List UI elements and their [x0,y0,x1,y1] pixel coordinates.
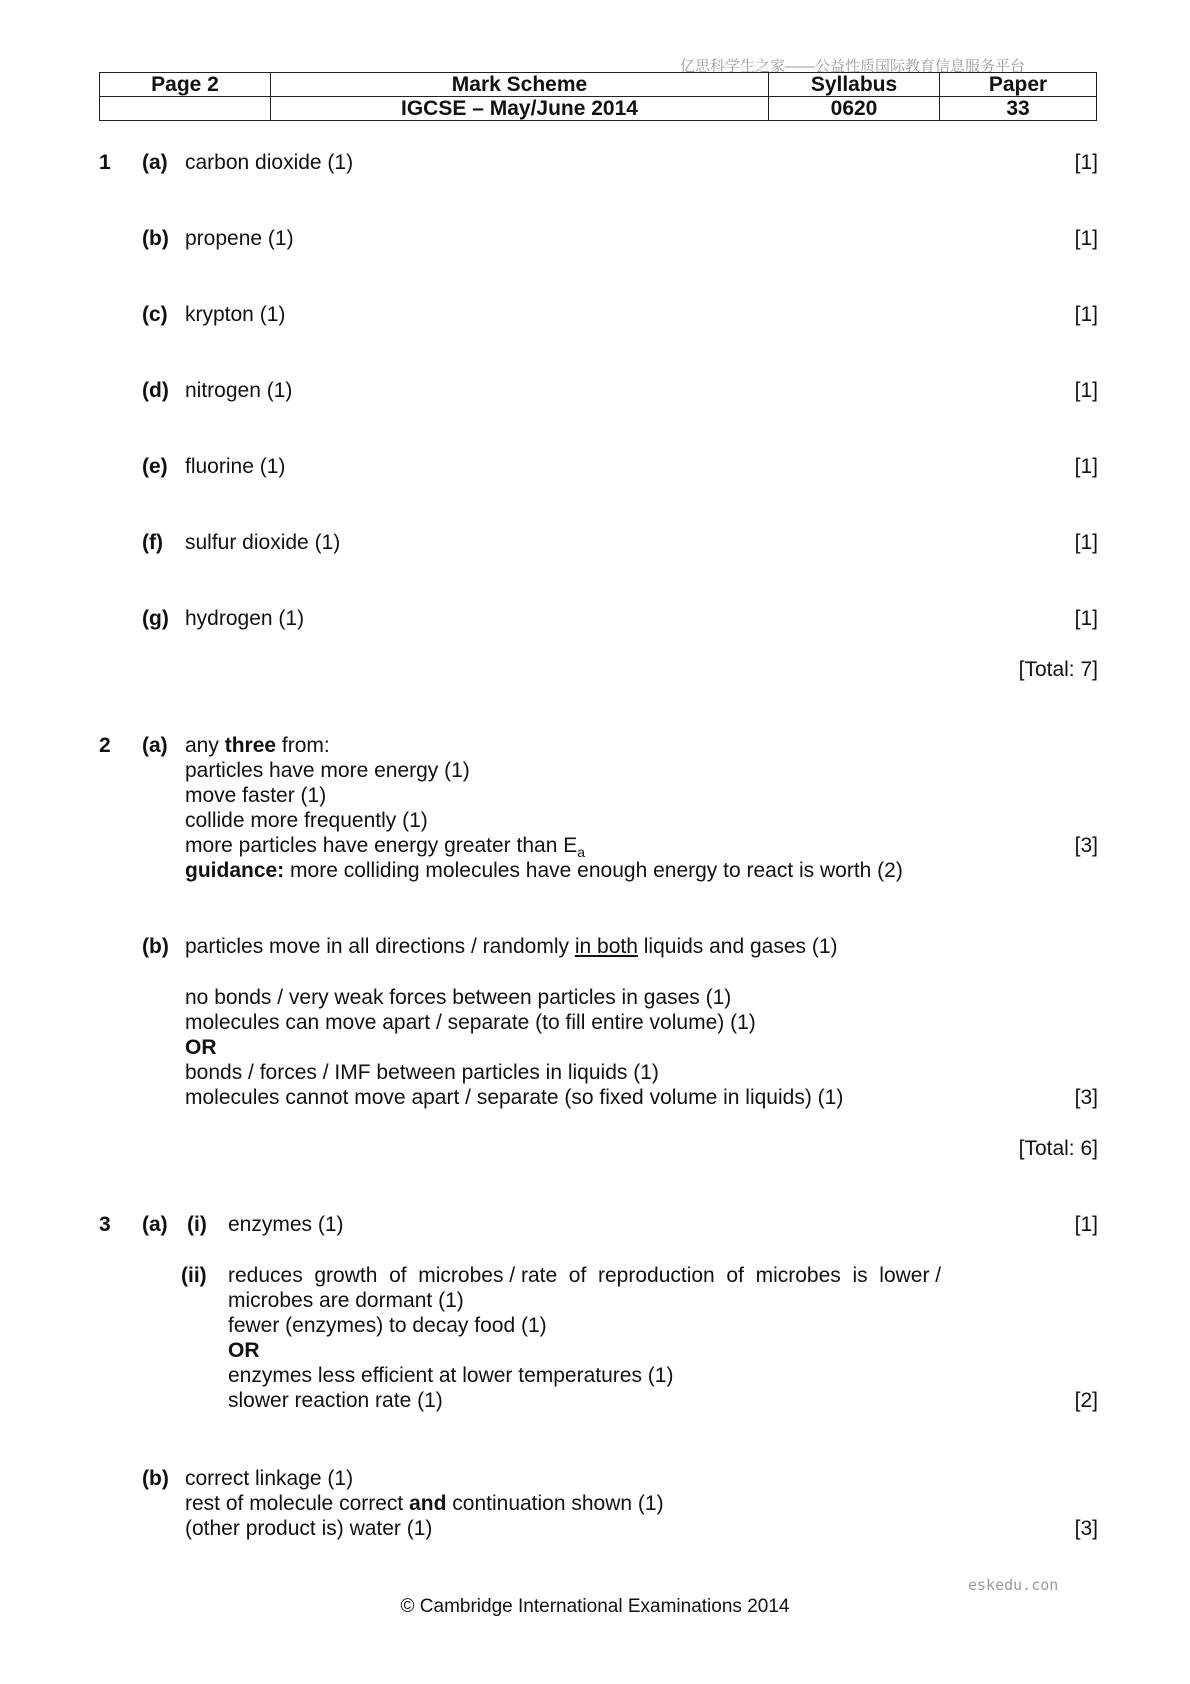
q3aii-line4: enzymes less efficient at lower temperatures (1) [228,1364,674,1387]
q2a-from: from: [281,734,330,757]
q1-part-label: (e) [142,455,168,478]
q2b-mark: [3] [1074,1086,1098,1109]
q1-answer: krypton (1) [185,303,286,326]
q1-answer: propene (1) [185,227,294,250]
q3aii-line1: reduces growth of microbes / rate of reproduction of microbes is lower / [228,1264,942,1287]
q3b-label: (b) [142,1467,169,1490]
q1-mark: [1] [1074,379,1098,402]
q3b-line3: (other product is) water (1) [185,1517,433,1540]
q2a-point: collide more frequently (1) [185,809,428,832]
header-paper-label: Paper [940,73,1097,97]
q1-mark: [1] [1074,531,1098,554]
q3b-line2-post: continuation shown (1) [452,1492,664,1515]
q2a-intro [185,733,330,758]
q2a-any: any [185,734,219,757]
q1-part-label: (g) [142,607,169,630]
header-exam: IGCSE – May/June 2014 [271,97,769,121]
q2b-label: (b) [142,935,169,958]
q3aii-mark: [2] [1074,1389,1098,1412]
q2a-ea-subscript: a [577,844,586,861]
header-syllabus-label: Syllabus [769,73,940,97]
q1-answer: sulfur dioxide (1) [185,531,341,554]
q2b-line2: no bonds / very weak forces between particles in gases (1) [185,986,732,1009]
q1-part-label: (c) [142,303,168,326]
q2a-label: (a) [142,734,168,757]
q1-answer: carbon dioxide (1) [185,151,354,174]
q3b-line2-and: and [409,1492,447,1515]
q1-total: [Total: 7] [1018,658,1098,681]
question-1-number: 1 [99,151,111,174]
top-watermark: 亿思科学生之家——公益性质国际教育信息服务平台 [680,58,1026,75]
q2a-ea-text: more particles have energy greater than E [185,834,578,857]
q1-mark: [1] [1074,227,1098,250]
q1-mark: [1] [1074,607,1098,630]
q1-answer: fluorine (1) [185,455,286,478]
q2a-guidance-text: more colliding molecules have enough energy to react is worth (2) [290,859,903,882]
q3aii-line2: microbes are dormant (1) [228,1289,464,1312]
q2a-guidance-label: guidance: [185,859,285,882]
q3b-line2 [185,1491,664,1516]
header-syllabus-code: 0620 [769,97,940,121]
header-paper-number: 33 [940,97,1097,121]
q2b-line4: bonds / forces / IMF between particles in liquids (1) [185,1061,659,1084]
q2b-line3: molecules can move apart / separate (to fill entire volume) (1) [185,1011,756,1034]
q3b-line1: correct linkage (1) [185,1467,354,1490]
q3aii-label: (ii) [181,1264,207,1287]
q3b-mark: [3] [1074,1517,1098,1540]
q3aii-line3: fewer (enzymes) to decay food (1) [228,1314,547,1337]
q3ai-mark: [1] [1074,1213,1098,1236]
q1-part-label: (f) [142,531,163,554]
q2b-line1 [185,934,838,959]
header-page: Page 2 [100,73,271,97]
q2a-point: move faster (1) [185,784,327,807]
q1-answer: nitrogen (1) [185,379,293,402]
q2b-or: OR [185,1036,217,1059]
header-title: Mark Scheme [271,73,769,97]
q2b-line1-post: liquids and gases (1) [643,935,838,958]
q3ai-text: enzymes (1) [228,1213,344,1236]
question-3-number: 3 [99,1213,111,1236]
q3ai-label: (i) [187,1213,207,1236]
q1-mark: [1] [1074,455,1098,478]
bottom-watermark: eskedu.con [968,1576,1059,1594]
q2b-line5: molecules cannot move apart / separate (so fixed volume in liquids) (1) [185,1086,844,1109]
q1-answer: hydrogen (1) [185,607,305,630]
header-table [99,72,1097,121]
q3aii-or: OR [228,1339,260,1362]
q2a-mark: [3] [1074,834,1098,857]
q1-mark: [1] [1074,303,1098,326]
question-2-number: 2 [99,734,111,757]
q2a-three: three [224,734,277,757]
q3aii-line5: slower reaction rate (1) [228,1389,443,1412]
header-blank-cell [100,97,271,121]
q2a-point: particles have more energy (1) [185,759,470,782]
q1-part-label: (d) [142,379,169,402]
q2b-line1-underlined: in both [574,935,638,958]
q1-part-label: (a) [142,151,168,174]
q3b-line2-pre: rest of molecule correct [185,1492,404,1515]
q1-part-label: (b) [142,227,169,250]
q1-mark: [1] [1074,151,1098,174]
footer-copyright: © Cambridge International Examinations 2014 [400,1596,790,1617]
q3a-label: (a) [142,1213,168,1236]
q2-total: [Total: 6] [1018,1137,1098,1160]
q2b-line1-pre: particles move in all directions / randomly [185,935,569,958]
q2a-guidance [185,858,903,883]
